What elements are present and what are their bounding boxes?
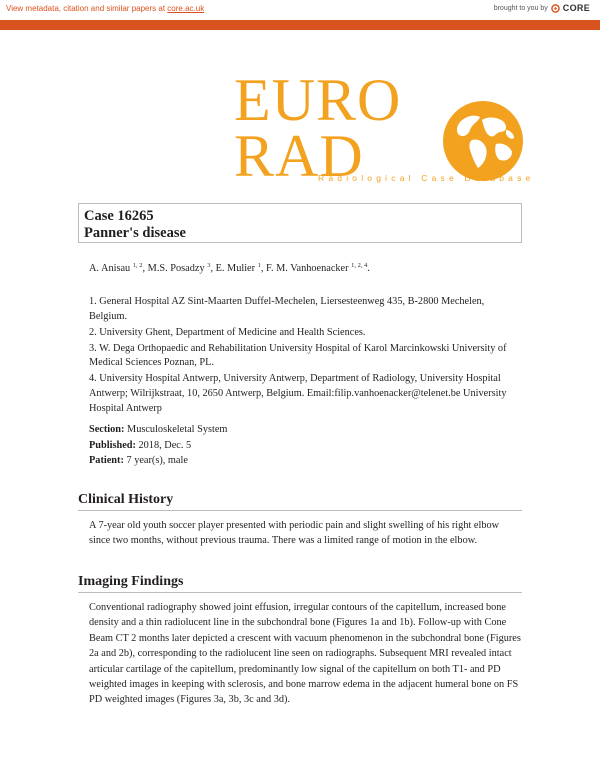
clinical-history-heading: Clinical History (78, 492, 522, 511)
author-list (89, 262, 370, 276)
meta-patient: Patient: 7 year(s), male (89, 455, 188, 466)
core-brand[interactable] (494, 3, 590, 13)
affiliation-item: 2. University Ghent, Department of Medicine and Health Sciences. (89, 326, 366, 338)
meta-published: Published: 2018, Dec. 5 (89, 439, 192, 451)
case-meta (89, 422, 227, 469)
logo-line-rad: RAD (234, 123, 364, 189)
case-title: Panner's disease (84, 225, 186, 241)
author: A. Anisau $^{1, 2}$, (89, 262, 148, 274)
core-link-prefix: View metadata, citation and similar papers at (6, 4, 168, 13)
core-provided-by[interactable]: provided by Ghent University Academic Bibliography (450, 41, 590, 47)
core-brought-by: brought to you by (493, 4, 548, 12)
author: M.S. Posadzy $^3$, (147, 262, 216, 274)
core-logo-icon (551, 4, 560, 13)
eurorad-logo (234, 67, 535, 189)
affiliation-item: 4. University Hospital Antwerp, University Antwerp, Department of Radiology, University Hospital Antwerp; Wilrijkstraat, 10, 2650 Antwerp, Belgium. Email:filip.vanhoenacker@telenet.be University Hospital Antwerp (89, 373, 507, 414)
author: E. Mulier $^1$, (215, 262, 267, 274)
core-metadata-link[interactable] (6, 4, 204, 13)
meta-section: Section: Musculoskeletal System (89, 424, 228, 435)
imaging-findings-text: Conventional radiography showed joint effusion, irregular contours of the capitellum, increased bone density and a thin radiolucent line in the subchondral bone (Figures 1a and 1b). Follow-up with Cone Beam CT 2 months later depicted a crescent with vacuum phenomenon in the subchondral bone (Figures 2a and 2b), corresponding to the radiolucent line seen on radiographs. Subsequent MRI revealed intact articular cartilage of the capitellum, predominantly low signal of the capitellum on both T1- and PD weighted images in keeping with sclerosis, and bone marrow edema in the adjacent humeral bone on FS PD weighted images (Figures 3a, 3b, 3c and 3d). (89, 602, 521, 706)
logo-tagline: Radiological Case Database (318, 173, 535, 183)
affiliation-item: 3. W. Dega Orthopaedic and Rehabilitation University Hospital of Karol Marcinkowski University of Medical Sciences Poznan, PL. (89, 342, 507, 369)
core-banner-top (0, 0, 600, 20)
core-orange-strip (0, 20, 600, 47)
author: F. M. Vanhoenacker $^{1, 2, 4}$. (266, 262, 370, 274)
core-banner (0, 0, 600, 47)
affiliation-list (89, 295, 509, 418)
globe-icon (442, 100, 524, 182)
core-link-site[interactable]: core.ac.uk (167, 4, 205, 13)
clinical-history-text: A 7-year old youth soccer player presented with periodic pain and slight swelling of his right elbow since two months, without previous trauma. There was a limited range of motion in the elbow. (89, 520, 500, 547)
affiliation-item: 1. General Hospital AZ Sint-Maarten Duffel-Mechelen, Liersesteenweg 435, B-2800 Mechelen, Belgium. (89, 296, 485, 322)
core-brand-name: CORE (562, 3, 590, 13)
case-title-box (78, 203, 522, 243)
logo-line-euro: EURO (234, 67, 402, 133)
case-number: Case 16265 (84, 208, 154, 224)
imaging-findings-heading: Imaging Findings (78, 574, 522, 593)
